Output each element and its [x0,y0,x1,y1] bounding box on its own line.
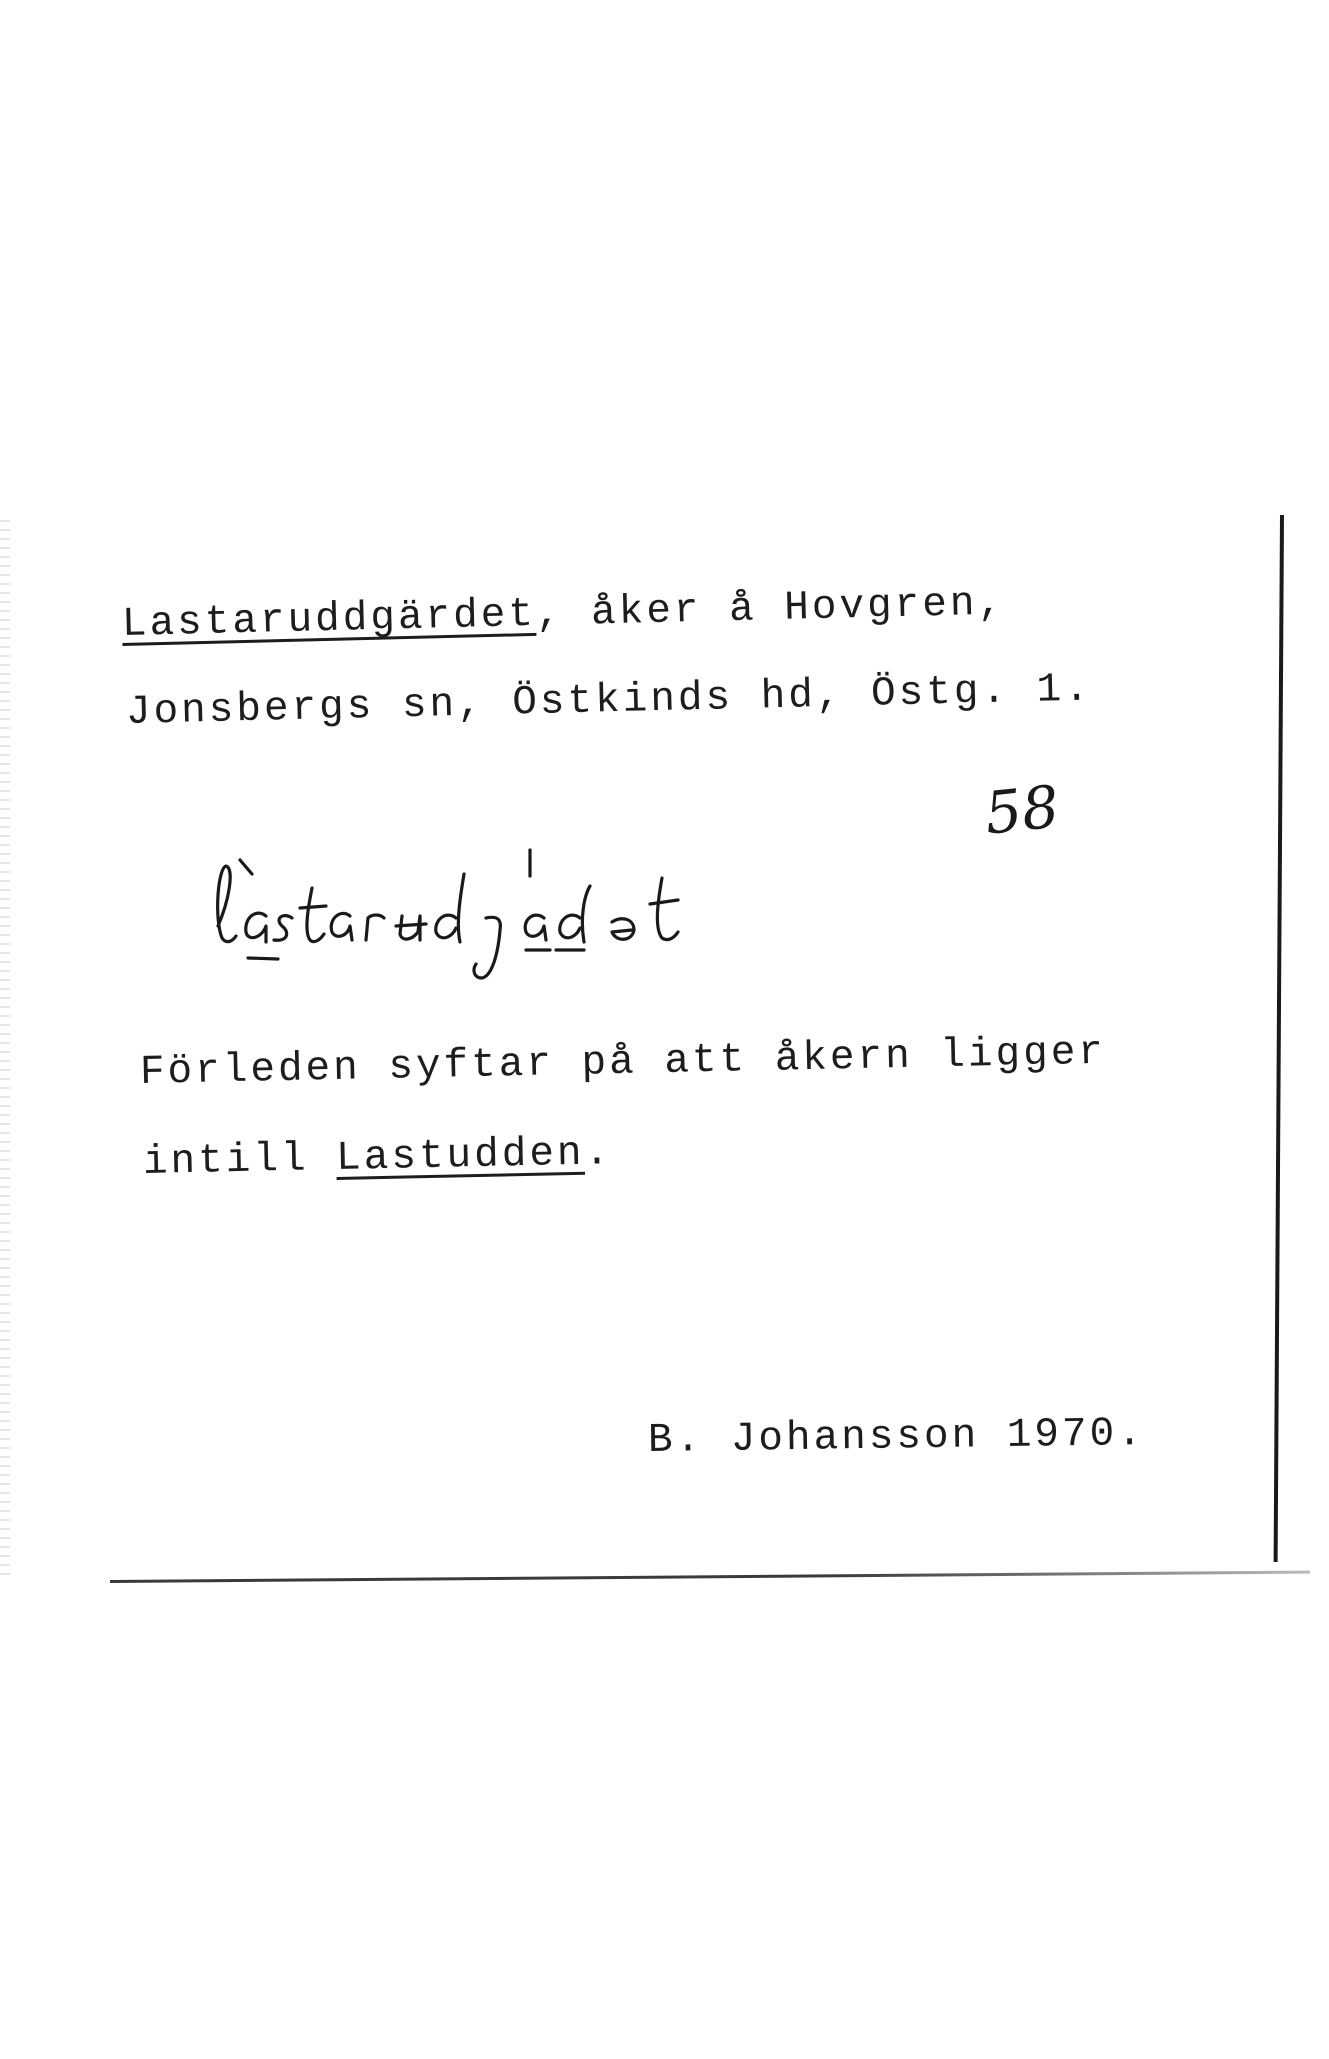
entry-heading-line [121,580,1005,648]
referenced-place: Lastudden [335,1130,586,1182]
author-signature: B. Johansson 1970. [647,1411,1146,1464]
handwritten-phonetic-transcription [200,838,760,988]
card-right-edge [1274,515,1284,1562]
scan-edge-noise [0,520,10,1580]
card-bottom-edge [110,1571,1310,1583]
entry-headword: Lastaruddgärdet [121,591,537,648]
entry-location-line: Jonsbergs sn, Östkinds hd, Östg. 1. [125,666,1093,736]
handwritten-number: 58 [981,772,1063,848]
etymology-line-1: Förleden syftar på att åkern ligger [139,1029,1107,1096]
etymology-suffix: . [584,1130,613,1177]
etymology-prefix: intill [142,1135,337,1186]
entry-description: , åker å Hovgren, [535,580,1006,638]
etymology-line-2 [143,1130,613,1186]
